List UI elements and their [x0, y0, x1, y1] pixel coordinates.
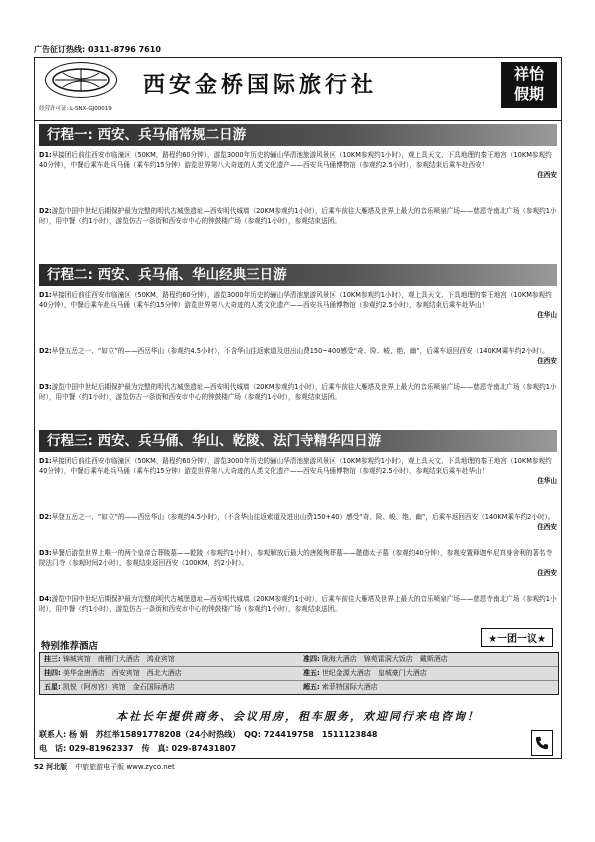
day-lodging: 住西安: [537, 171, 557, 180]
hotel-cell: [40, 681, 299, 694]
hotel-names: 凯悦（阿房宫）宾馆 金石国际酒店: [62, 683, 175, 691]
hotel-tier: 超五:: [303, 683, 320, 691]
day-text: 游览中国中世纪后期保护最为完整的明代古城堡遗址—西安明代城墙（20KM参观约1小时），后乘车前往大雁塔及世界上最大的音乐喷泉广场——慈恩寺南北广场（参观约1小时），用中餐（约1小时），游览仿古一条街和西安市中心的钟鼓楼广场（参观约1小时），参观结束送团。: [39, 207, 557, 226]
route-3-day-3: [39, 548, 557, 579]
day-text: 早餐后游览世界上唯一的两个皇帝合葬陵墓——乾陵（参观约1小时），参观解放后最大的唐陵殉葬墓——懿德太子墓（参观约40分钟），参观安置释迦牟尼真身舍利的著名寺院法门寺（参观时间2小时），参观结束返回西安（100KM，约2小时）。: [39, 549, 553, 568]
hotel-names: 索菲特国际大酒店: [321, 683, 378, 691]
day-text: 早接团后前往西安市临潼区（50KM，路程约60分钟），游览3000年历史的骊山华清池旅游风景区（10KM参观约1小时），观上具天文、下具地理的秦王地宫（10KM参观约40分钟），中餐后乘车赴兵马俑（乘车约15分钟）游览世界第八大奇迹的人类文化遗产——西安兵马俑博物馆（参观约2.5小时），参观结束后乘车赴华山！: [39, 291, 552, 310]
custom-quote-badge: ★一团一议★: [481, 628, 553, 647]
hotel-cell: [40, 667, 299, 680]
day-lodging: 住西安: [537, 569, 557, 578]
route-2-day-2: [39, 346, 557, 366]
route-3-day-2: [39, 512, 557, 532]
day-lodging: 住西安: [537, 357, 557, 366]
phone-icon: [531, 730, 553, 756]
day-label: D2:: [39, 347, 52, 355]
company-name: 西安金桥国际旅行社: [143, 73, 378, 98]
contact-line-2: 电 话: 029-81962337 传 真: 029-87431807: [39, 744, 237, 753]
hotel-tier: 挂三:: [44, 655, 61, 663]
footer-site: 中旅旅游电子版 www.zyco.net: [75, 763, 175, 771]
brand-badge-line1: 祥怡: [513, 65, 544, 83]
globe-logo-icon: [45, 62, 117, 98]
route-2-title: 行程二: 西安、兵马俑、华山经典三日游: [39, 264, 557, 286]
hotel-table: [39, 652, 559, 695]
hotel-names: 美华金唐酒店 西安宾馆 西北大酒店: [62, 669, 182, 677]
day-text: 早接团后前往西安市临潼区（50KM，路程约60分钟），游览3000年历史的骊山华清池旅游风景区（10KM参观约1小时），观上具天文、下具地理的秦王地宫（10KM参观约40分钟），中餐后乘车赴兵马俑（乘车约15分钟）游览世界第八大奇迹的人类文化遗产——西安兵马俑博物馆（参观约2.5小时），参观结束后乘车赴华山！: [39, 457, 552, 476]
day-text: 早接团后前往西安市临潼区（50KM，路程约60分钟），游览3000年历史的骊山华清池旅游风景区（10KM参观约1小时），观上具天文、下具地理的秦王地宫（10KM参观约40分钟），中餐后乘车赴兵马俑（乘车约15分钟）游览世界第八大奇迹的人类文化遗产——西安兵马俑博物馆（参观约2.5小时），参观结束后乘车赴西安！: [39, 151, 552, 170]
ad-hotline: 广告征订热线: 0311-8796 7610: [34, 45, 161, 54]
hotel-cell: [299, 681, 558, 694]
hotel-cell: [299, 667, 558, 680]
day-label: D4:: [39, 595, 52, 603]
route-2-day-1: [39, 290, 557, 321]
hotel-cell: [299, 653, 558, 666]
day-lodging: 住华山: [537, 477, 557, 486]
route-1-day-1: [39, 150, 557, 181]
day-lodging: 住华山: [537, 311, 557, 320]
service-slogan: 本社长年提供商务、会议用房，租车服务，欢迎同行来电咨询！: [116, 710, 480, 723]
advert-page: [34, 57, 562, 759]
hotel-names: 世纪金源大酒店 皇城豪门大酒店: [321, 669, 427, 677]
route-3-title: 行程三: 西安、兵马俑、华山、乾陵、法门寺精华四日游: [39, 430, 557, 452]
brand-badge: [501, 62, 557, 108]
hotel-row: [40, 681, 558, 694]
footer: [34, 762, 175, 772]
day-label: D3:: [39, 549, 52, 557]
day-text: 游览中国中世纪后期保护最为完整的明代古城堡遗址—西安明代城墙（20KM参观约1小时），后乘车前往大雁塔及世界上最大的音乐喷泉广场——慈恩寺南北广场（参观约1小时），用中餐（约1小时），游览仿古一条街和西安市中心的钟鼓楼广场（参观约1小时），参观结束送团。: [39, 383, 557, 402]
day-text: 早登五岳之一、“如立”的——西岳华山（参观约4.5小时），不含华山往返索道及进出山费150~400感受“奇、险、峻、绝、幽”，后乘车返回西安（140KM乘车约2小时）。: [51, 347, 549, 355]
contact-block: [39, 728, 557, 756]
hotel-tier: 挂四:: [44, 669, 61, 677]
day-text: 游览中国中世纪后期保护最为完整的明代古城堡遗址—西安明代城墙（20KM参观约1小时），后乘车前往大雁塔及世界上最大的音乐喷泉广场——慈恩寺南北广场（参观约1小时），用中餐（约1小时），游览仿古一条街和西安市中心的钟鼓楼广场（参观约1小时），参观结束送团。: [39, 595, 557, 614]
hotel-row: [40, 653, 558, 667]
license-number: 经营许可证: L-SNX-GJ00019: [39, 106, 112, 112]
route-1-day-2: [39, 206, 557, 226]
hotels-title: 特别推荐酒店: [41, 641, 99, 652]
brand-badge-line2: 假期: [513, 85, 544, 103]
day-label: D1:: [39, 151, 52, 159]
hotel-row: [40, 667, 558, 681]
day-label: D3:: [39, 383, 52, 391]
hotel-tier: 五星:: [44, 683, 61, 691]
day-text: 早登五岳之一、“如立”的——西岳华山（参观约4.5小时），（不含华山往返索道及进出山费150+40）感受“奇、险、峻、绝、幽”，后乘车返回西安（140KM乘车约2小时）。: [51, 513, 555, 521]
hotel-cell: [40, 653, 299, 666]
header: [35, 58, 561, 121]
hotel-tier: 准四:: [303, 655, 320, 663]
day-label: D1:: [39, 291, 52, 299]
day-lodging: 住西安: [537, 523, 557, 532]
day-label: D2:: [39, 207, 52, 215]
page-number: 52 河北版: [34, 763, 68, 771]
route-1-title: 行程一: 西安、兵马俑常规二日游: [39, 124, 557, 146]
hotel-names: 陇海大酒店 锦苑雷洞大饭店 戴斯酒店: [321, 655, 448, 663]
day-label: D1:: [39, 457, 52, 465]
contact-line-1: 联系人: 杨 娟 苏红举15891778208（24小时热线） QQ: 724419758 1511123848: [39, 730, 378, 739]
route-2-day-3: [39, 382, 557, 402]
hotel-names: 锦城宾馆 南稍门大酒店 鸿业宾馆: [62, 655, 175, 663]
route-3-day-4: [39, 594, 557, 614]
route-3-day-1: [39, 456, 557, 487]
hotel-tier: 准五:: [303, 669, 320, 677]
day-label: D2:: [39, 513, 52, 521]
